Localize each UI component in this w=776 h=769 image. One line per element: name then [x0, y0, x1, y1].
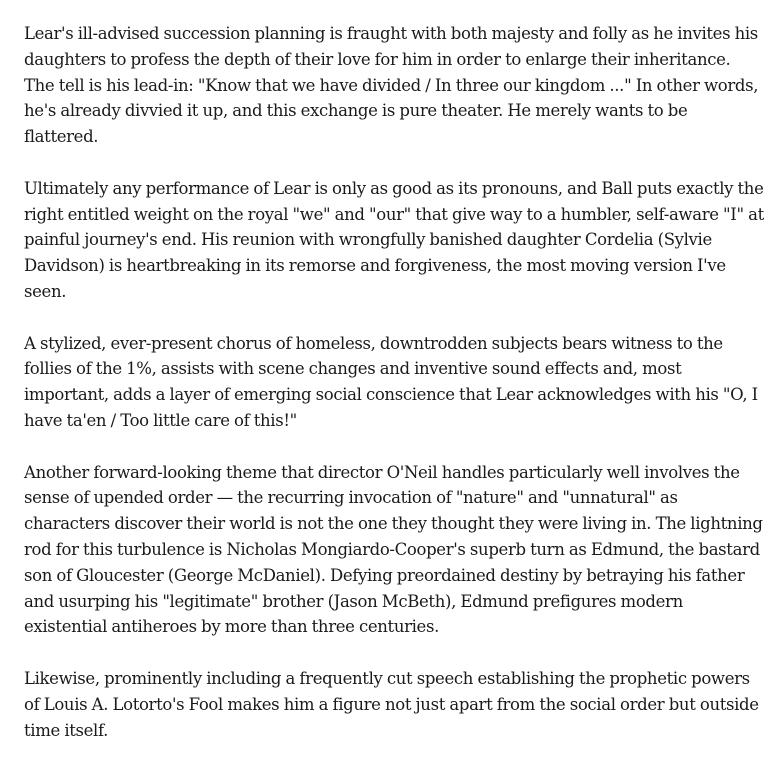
article-body: [24, 21, 764, 769]
paragraph-fool: Likewise, prominently including a frequently cut speech establishing the prophetic powers of Louis A. Lotorto's Fool makes him a figure not just apart from the social order but outside time itself.: [24, 668, 759, 740]
paragraph-succession: Lear's ill-advised succession planning is fraught with both majesty and folly as he invites his daughters to profess the depth of their love for him in order to enlarge their inheritance. The tell is his lead-in: "Know that we have divided / In three our kingdom ..." In other words, he's already divvied it up, and this exchange is pure theater. He merely wants to be flattered.: [24, 24, 759, 147]
paragraph-upended-order: Another forward-looking theme that director O'Neil handles particularly well involves the sense of upended order — the recurring invocation of "nature" and "unnatural" as characters discover their world is not the one they thought they were living in. The lightning rod for this turbulence is Nicholas Mongiardo-Cooper's superb turn as Edmund, the bastard son of Gloucester (George McDaniel). Defying preordained destiny by betraying his father and usurping his "legitimate" brother (Jason McBeth), Edmund prefigures modern existential antiheroes by more than three centuries.: [24, 462, 763, 637]
paragraph-pronouns: Ultimately any performance of Lear is only as good as its pronouns, and Ball puts exactly the right entitled weight on the royal "we" and "our" that give way to a humbler, self-aware "I" at painful journey's end. His reunion with wrongfully banished daughter Cordelia (Sylvie Davidson) is heartbreaking in its remorse and forgiveness, the most moving version I've seen.: [24, 178, 764, 301]
paragraph-chorus: A stylized, ever-present chorus of homeless, downtrodden subjects bears witness to the follies of the 1%, assists with scene changes and inventive sound effects and, most important, adds a layer of emerging social conscience that Lear acknowledges with his "O, I have ta'en / Too little care of this!": [24, 333, 758, 430]
